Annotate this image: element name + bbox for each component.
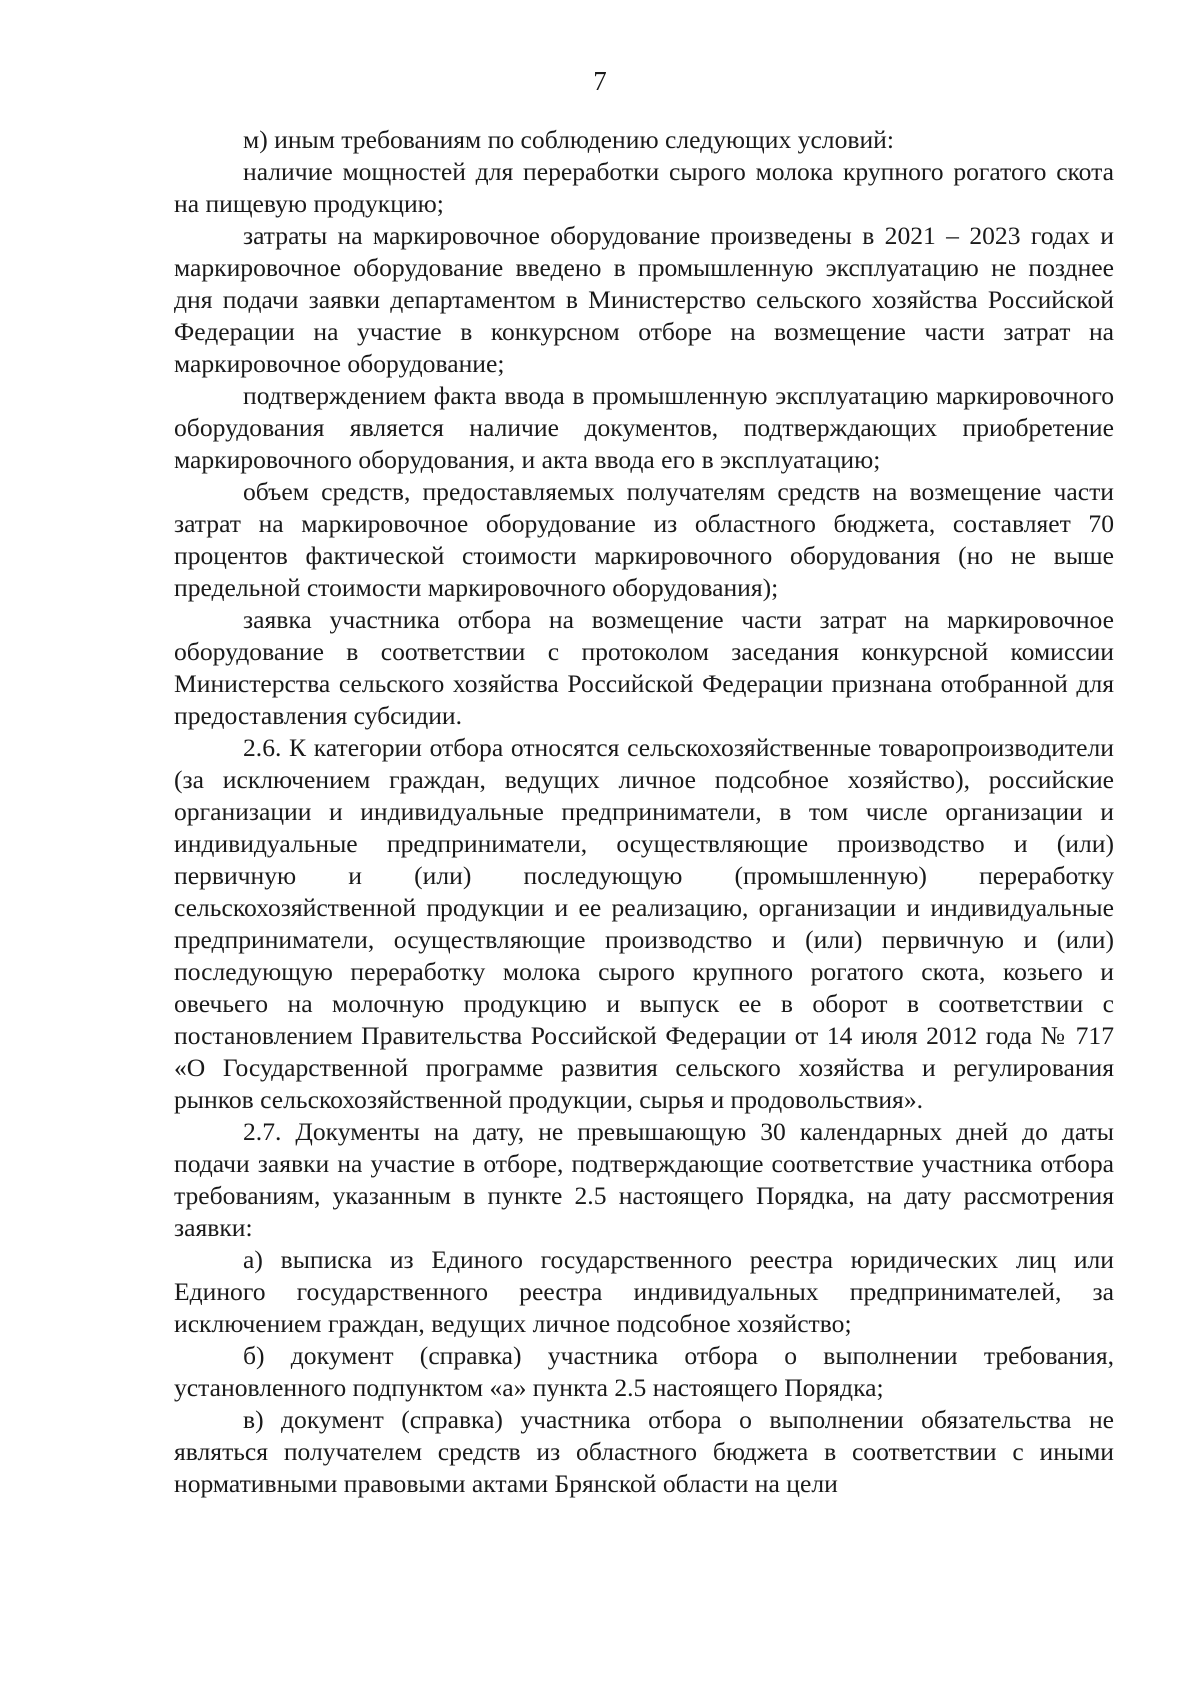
paragraph-a-registry-extract: а) выписка из Единого государственного реестра юридических лиц или Единого государственного реестра индивидуальных предпринимателей, за исключением граждан, ведущих личное подсобное хозяйство; <box>174 1245 1114 1338</box>
paragraph-m-other-requirements: м) иным требованиям по соблюдению следующих условий: <box>243 125 894 154</box>
paragraph-processing-capacity: наличие мощностей для переработки сырого молока крупного рогатого скота на пищевую продукцию; <box>174 157 1114 218</box>
paragraph-funding-volume: объем средств, предоставляемых получателям средств на возмещение части затрат на маркировочное оборудование из областного бюджета, составляет 70 процентов фактической стоимости маркировочного оборудования (но не выше предельной стоимости маркировочного оборудования); <box>174 477 1114 602</box>
paragraph-application-selected: заявка участника отбора на возмещение части затрат на маркировочное оборудование в соответствии с протоколом заседания конкурсной комиссии Министерства сельского хозяйства Российской Федерации признана отобранной для предоставления субсидии. <box>174 605 1114 730</box>
paragraph-b-certificate: б) документ (справка) участника отбора о выполнении требования, установленного подпунктом «а» пункта 2.5 настоящего Порядка; <box>174 1341 1114 1402</box>
paragraph-2-6-selection-category: 2.6. К категории отбора относятся сельскохозяйственные товаропроизводители (за исключением граждан, ведущих личное подсобное хозяйство), российские организации и индивидуальные предприниматели, в том числе организации и индивидуальные предприниматели, осуществляющие производство и (или) первичную и (или) последующую (промышленную) переработку сельскохозяйственной продукции и ее реализацию, организации и индивидуальные предприниматели, осуществляющие производство и (или) первичную и (или) последующую переработку молока сырого крупного рогатого скота, козьего и овечьего на молочную продукцию и выпуск ее в оборот в соответствии с постановлением Правительства Российской Федерации от 14 июля 2012 года № 717 «О Государственной программе развития сельского хозяйства и регулирования рынков сельскохозяйственной продукции, сырья и продовольствия». <box>174 733 1114 1114</box>
document-body <box>174 124 1114 1500</box>
paragraph-equipment-costs: затраты на маркировочное оборудование произведены в 2021 – 2023 годах и маркировочное оборудование введено в промышленную эксплуатацию не позднее дня подачи заявки департаментом в Министерство сельского хозяйства Российской Федерации на участие в конкурсном отборе на возмещение части затрат на маркировочное оборудование; <box>174 221 1114 378</box>
paragraph-v-certificate: в) документ (справка) участника отбора о выполнении обязательства не являться получателем средств из областного бюджета в соответствии с иными нормативными правовыми актами Брянской области на цели <box>174 1405 1114 1498</box>
page-number: 7 <box>593 66 607 96</box>
paragraph-commissioning-proof: подтверждением факта ввода в промышленную эксплуатацию маркировочного оборудования является наличие документов, подтверждающих приобретение маркировочного оборудования, и акта ввода его в эксплуатацию; <box>174 381 1114 474</box>
paragraph-2-7-documents: 2.7. Документы на дату, не превышающую 30 календарных дней до даты подачи заявки на участие в отборе, подтверждающие соответствие участника отбора требованиям, указанным в пункте 2.5 настоящего Порядка, на дату рассмотрения заявки: <box>174 1117 1114 1242</box>
